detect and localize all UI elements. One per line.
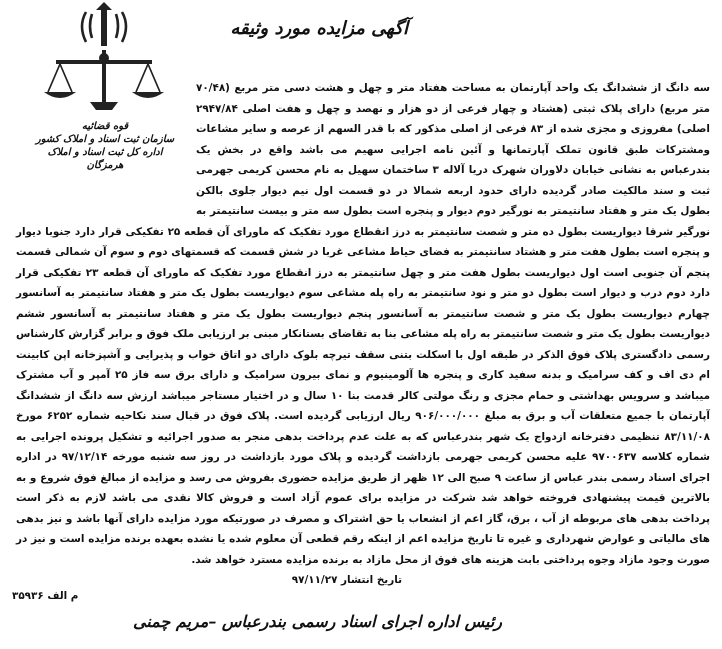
org-line-registry: سازمان ثبت اسناد و املاک کشور (35, 134, 175, 145)
notice-body (16, 78, 710, 570)
publish-date: تاریخ انتشار ۹۷/۱۱/۲۷ (291, 574, 402, 586)
reference-number: م الف ۳۵۹۳۶ (12, 590, 79, 602)
notice-title: آگهی مزایده مورد وثیقه (230, 18, 408, 39)
notice-body-text: سه دانگ از ششدانگ یک واحد آپارتمان به مساحت هفتاد متر و چهل و هشت دسی متر مربع (۷۰/۴۸ متر مربع) دارای پلاک ثبتی (هشتاد و چهار فرعی از دو هزار و نهصد و چهل و هفت اصلی ۲۹۴۷/۸۴ اصلی) مفروزی و مجزی شده از ۸۳ فرعی از اصلی مذکور که با قدر السهم از عرصه و سایر مشاعات ومشترکات طبق قانون تملک آپارتمانها و آئین نامه اجرایی سهیم می باشد واقع در بخش یک بندرعباس به نشانی خیابان دلاوران شهرک دریا آلاله ۳ ساختمان سهیل به نام محسن کریمی جهرمی ثبت و سند مالکیت صادر گردیده دارای حدود اربعه شمالا در دو قسمت اول نیم دیوار جلوی بالکن بطول یک متر و هفتاد سانتیمتر به نورگیر دوم دیوار و پنجره است بطول سه متر و بیست سانتیمتر به نورگیر شرقا دیواریست بطول ده متر و شصت سانتیمتر به درز انقطاع مورد تفکیک که ماورای آن قطعه ۲۵ تفکیکی قرار دارد جنوبا دیوار و پنجره است بطول هفت متر و هشتاد سانتیمتر به فضای حیاط مشاعی غربا در شش قسمت که قسمتهای دوم و سوم آن شمالی قسمت پنجم آن جنوبی است اول دیواریست بطول هفت متر و چهل سانتیمتر به درز انقطاع مورد تفکیک که ماورای آن قطعه ۲۳ تفکیکی قرار دارد دوم درب و دیوار است بطول دو متر و نود سانتیمتر به راه پله مشاعی سوم دیواریست بطول یک متر و هفتاد سانتیمتر به آسانسور چهارم دیواریست بطول یک متر و شصت سانتیمتر به آسانسور پنجم دیواریست بطول یک متر و هفتاد سانتیمتر به آسانسور ششم دیواریست بطول یک متر و شصت سانتیمتر به راه پله مشاعی بنا به تقاضای بستانکار مبنی بر ارزیابی ملک فوق و برابر گزارش کارشناس رسمی دادگستری پلاک فوق الذکر در طبقه اول با اسکلت بتنی سقف تیرچه بلوک دارای دو اتاق خواب و پذیرایی و آشپزخانه اپن کابینت ام دی اف و کف سرامیک و بدنه سفید کاری و پنجره ها آلومینیوم و نمای بیرون سرامیک و دارای برق سه فاز ۲۵ آمپر و آب مشترک میباشد و سرویس بهداشتی و حمام مجزی و رنگ مولتی کالر قدمت بنا ۱۰ سال و در اختیار مستاجر میباشد ارزش سه دانگ از ششدانگ آپارتمان با جمیع متعلقات آب و برق به مبلغ ۹۰۶/۰۰۰/۰۰۰ ریال ارزیابی گردیده است. پلاک فوق در قبال سند نکاحیه شماره ۶۲۵۲ مورخ ۸۳/۱۱/۰۸ تنظیمی دفترخانه ازدواج یک شهر بندرعباس که به علت عدم پرداخت بدهی منجر به صدور اجرائیه و تشکیل پرونده اجرایی به شماره کلاسه ۹۷۰۰۶۳۷ علیه محسن کریمی جهرمی بازداشت گردیده و پلاک مورد بازداشت در روز سه شنبه مورخه ۹۷/۱۲/۱۴ در اداره اجرای اسناد رسمی بندر عباس از ساعت ۹ صبح الی ۱۲ ظهر از طریق مزایده حضوری بفروش می رسد و مزایده از مبالغ فوق شروع و به بالاترین قیمت پیشنهادی فروخته خواهد شد شرکت در مزایده برای عموم آزاد است و فروش کالا نقدی می باشد لازم به ذکر است پرداخت بدهی های مربوطه از آب ، برق، گاز اعم از انشعاب یا حق اشتراک و مصرف در صورتیکه مورد مزایده دارای آنها باشد و نیز بدهی های مالیاتی و عوارض شهرداری و غیره تا تاریخ مزایده اعم از اینکه رقم قطعی آن معلوم شده یا نشده بعهده برنده مزایده است و نیز در صورت وجود مازاد وجوه پرداختی بابت هزینه های فوق از محل مازاد به برنده مزایده مسترد خواهد شد. (16, 82, 711, 566)
signature: رئیس اداره اجرای اسناد رسمی بندرعباس –مریم چمنی (132, 612, 502, 631)
org-line-hormozgan: اداره کل ثبت اسناد و املاک هرمزگان (47, 147, 163, 171)
org-line-judiciary: قوه قضائیه (81, 121, 129, 132)
emblem-spacer (16, 78, 196, 213)
